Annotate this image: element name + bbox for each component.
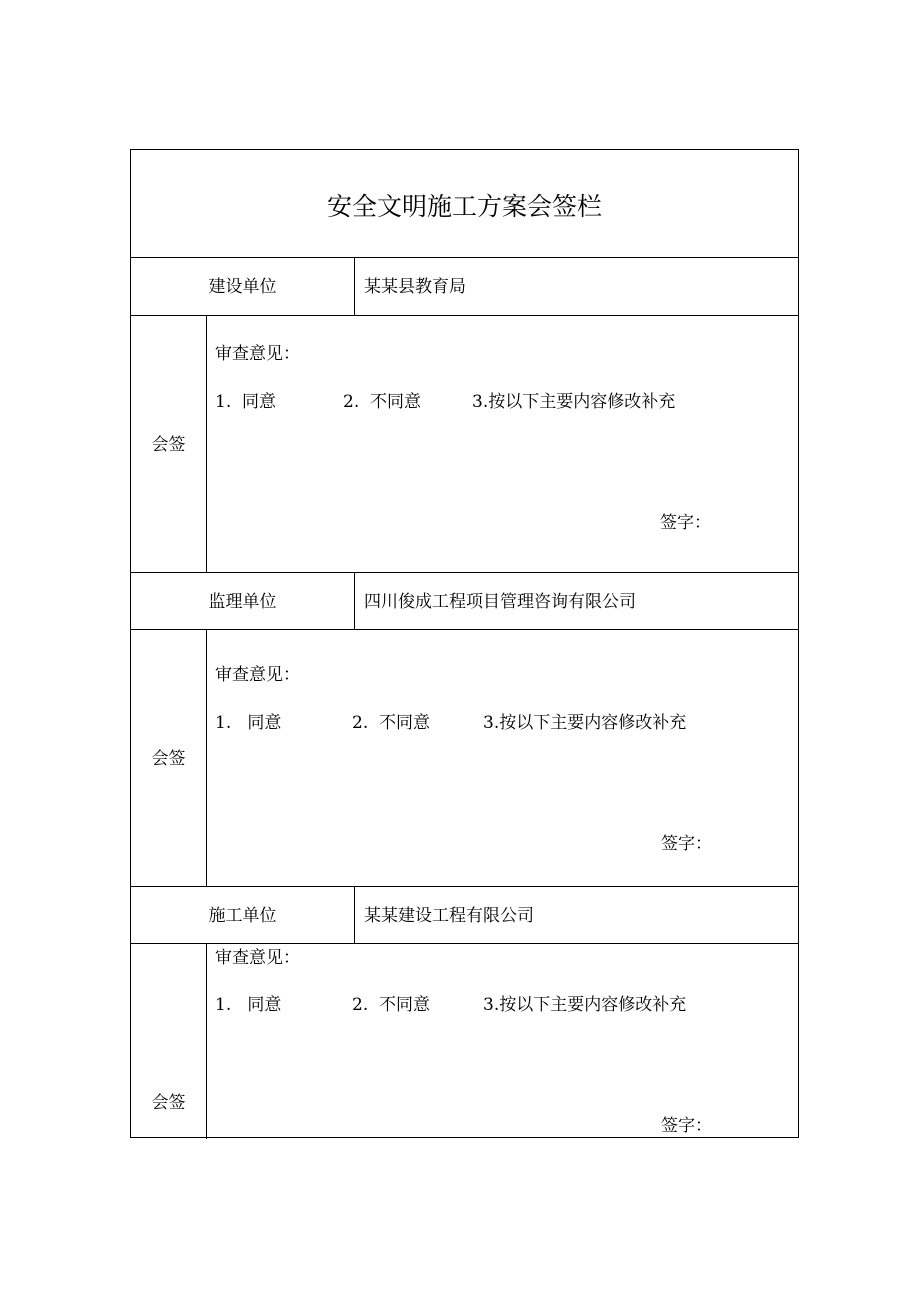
row-divider [131, 629, 798, 630]
review-label: 审查意见： [215, 344, 300, 364]
column-divider [354, 886, 355, 943]
unit-name: 某某县教育局 [364, 277, 466, 297]
unit-name: 四川俊成工程项目管理咨询有限公司 [364, 592, 636, 612]
column-divider [354, 572, 355, 629]
unit-label: 建设单位 [208, 277, 277, 297]
option-disagree: 2. 不同意 [352, 713, 431, 733]
sign-label: 会签 [151, 1093, 186, 1113]
option-agree: 1. 同意 [215, 995, 282, 1015]
sign-off-form [130, 149, 799, 1138]
option-revise: 3.按以下主要内容修改补充 [483, 713, 687, 733]
unit-name: 某某建设工程有限公司 [364, 906, 534, 926]
form-title: 安全文明施工方案会签栏 [326, 192, 602, 221]
row-divider [131, 257, 798, 258]
signature-label: 签字： [660, 513, 711, 533]
review-label: 审查意见： [215, 948, 300, 968]
unit-label: 施工单位 [208, 906, 277, 926]
option-revise: 3.按以下主要内容修改补充 [472, 392, 676, 412]
option-agree: 1. 同意 [215, 392, 277, 412]
sign-label: 会签 [151, 435, 186, 455]
column-divider [206, 943, 207, 1139]
option-disagree: 2. 不同意 [352, 995, 431, 1015]
column-divider [354, 257, 355, 315]
row-divider [131, 572, 798, 573]
sign-label: 会签 [151, 749, 186, 769]
column-divider [206, 629, 207, 886]
row-divider [131, 315, 798, 316]
option-revise: 3.按以下主要内容修改补充 [483, 995, 687, 1015]
row-divider [131, 886, 798, 887]
signature-label: 签字： [661, 834, 712, 854]
option-agree: 1. 同意 [215, 713, 282, 733]
review-label: 审查意见： [215, 665, 300, 685]
unit-label: 监理单位 [208, 592, 277, 612]
option-disagree: 2. 不同意 [343, 392, 422, 412]
column-divider [206, 315, 207, 572]
row-divider [131, 943, 798, 944]
signature-label: 签字： [661, 1116, 712, 1136]
